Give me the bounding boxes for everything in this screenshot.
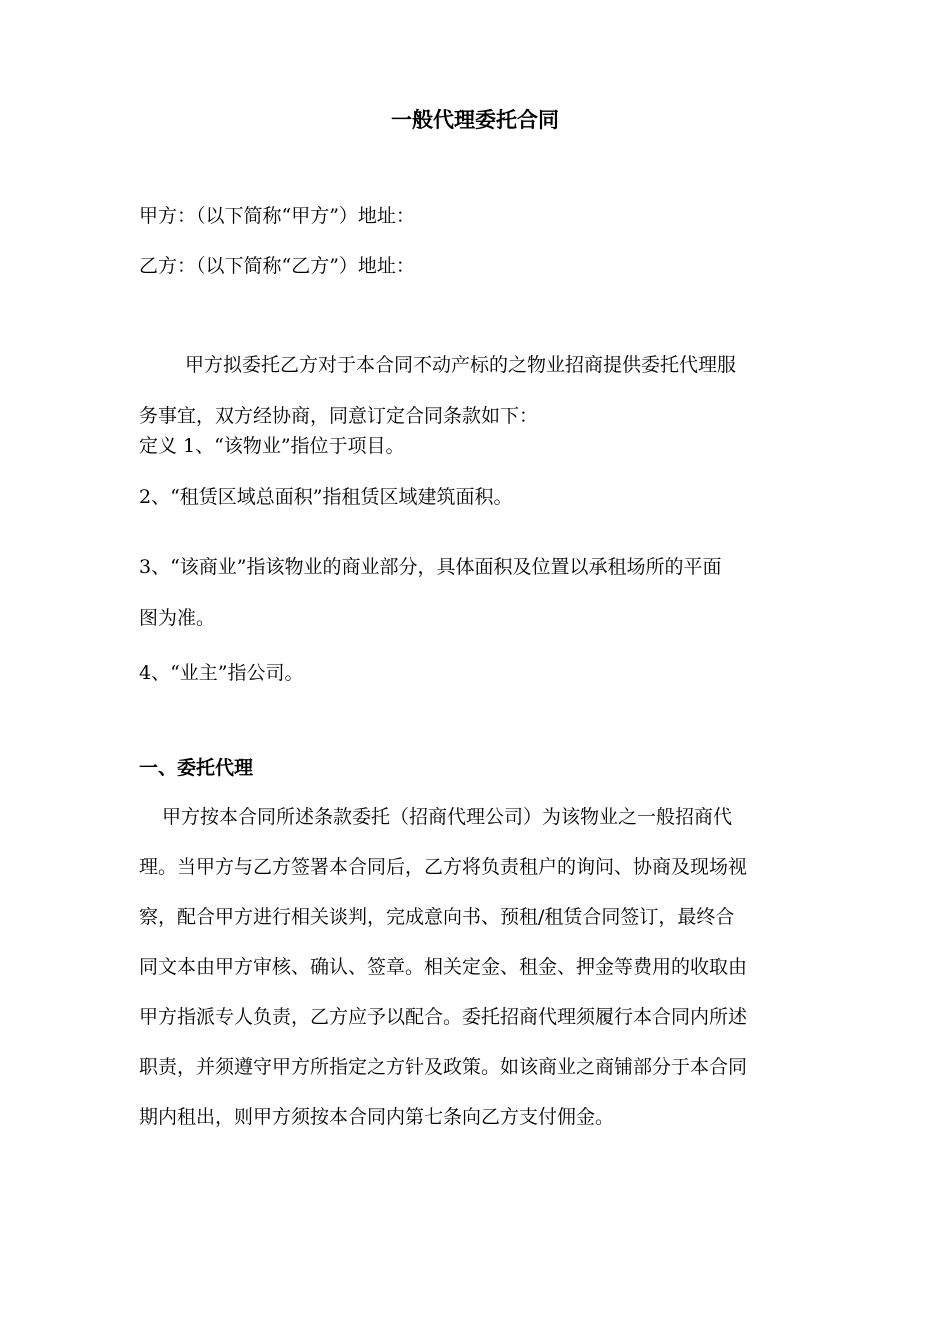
section-1-line-3: 察，配合甲方进行相关谈判，完成意向书、预租/租赁合同签订，最终合 <box>139 906 735 928</box>
intro-line-1: 甲方拟委托乙方对于本合同不动产标的之物业招商提供委托代理服 <box>185 354 737 376</box>
section-1-line-7: 期内租出，则甲方须按本合同内第七条向乙方支付佣金。 <box>139 1106 615 1128</box>
section-1-line-2: 理。当甲方与乙方签署本合同后，乙方将负责租户的询问、协商及现场视 <box>139 856 748 878</box>
section-1-heading: 一、委托代理 <box>139 757 254 779</box>
party-b-line: 乙方：（以下简称“乙方”）地址： <box>139 255 415 277</box>
party-a-line: 甲方：（以下简称“甲方”）地址： <box>139 205 415 227</box>
section-1-line-6: 职责，并须遵守甲方所指定之方针及政策。如该商业之商铺部分于本合同 <box>139 1056 748 1078</box>
section-1-line-1: 甲方按本合同所述条款委托（招商代理公司）为该物业之一般招商代 <box>162 806 733 828</box>
definition-4: 4、“业主”指公司。 <box>139 662 304 684</box>
definition-2: 2、“租赁区域总面积”指租赁区域建筑面积。 <box>139 486 513 508</box>
document-title: 一般代理委托合同 <box>391 108 559 132</box>
definition-1: 定义 1、“该物业”指位于项目。 <box>139 435 405 457</box>
section-1-line-5: 甲方指派专人负责，乙方应予以配合。委托招商代理须履行本合同内所述 <box>139 1006 748 1028</box>
definition-3-cont: 图为准。 <box>139 607 216 629</box>
definition-3: 3、“该商业”指该物业的商业部分，具体面积及位置以承租场所的平面 <box>139 556 722 578</box>
intro-line-2: 务事宜，双方经协商，同意订定合同条款如下： <box>139 405 539 427</box>
section-1-line-4: 同文本由甲方审核、确认、签章。相关定金、租金、押金等费用的收取由 <box>139 956 748 978</box>
